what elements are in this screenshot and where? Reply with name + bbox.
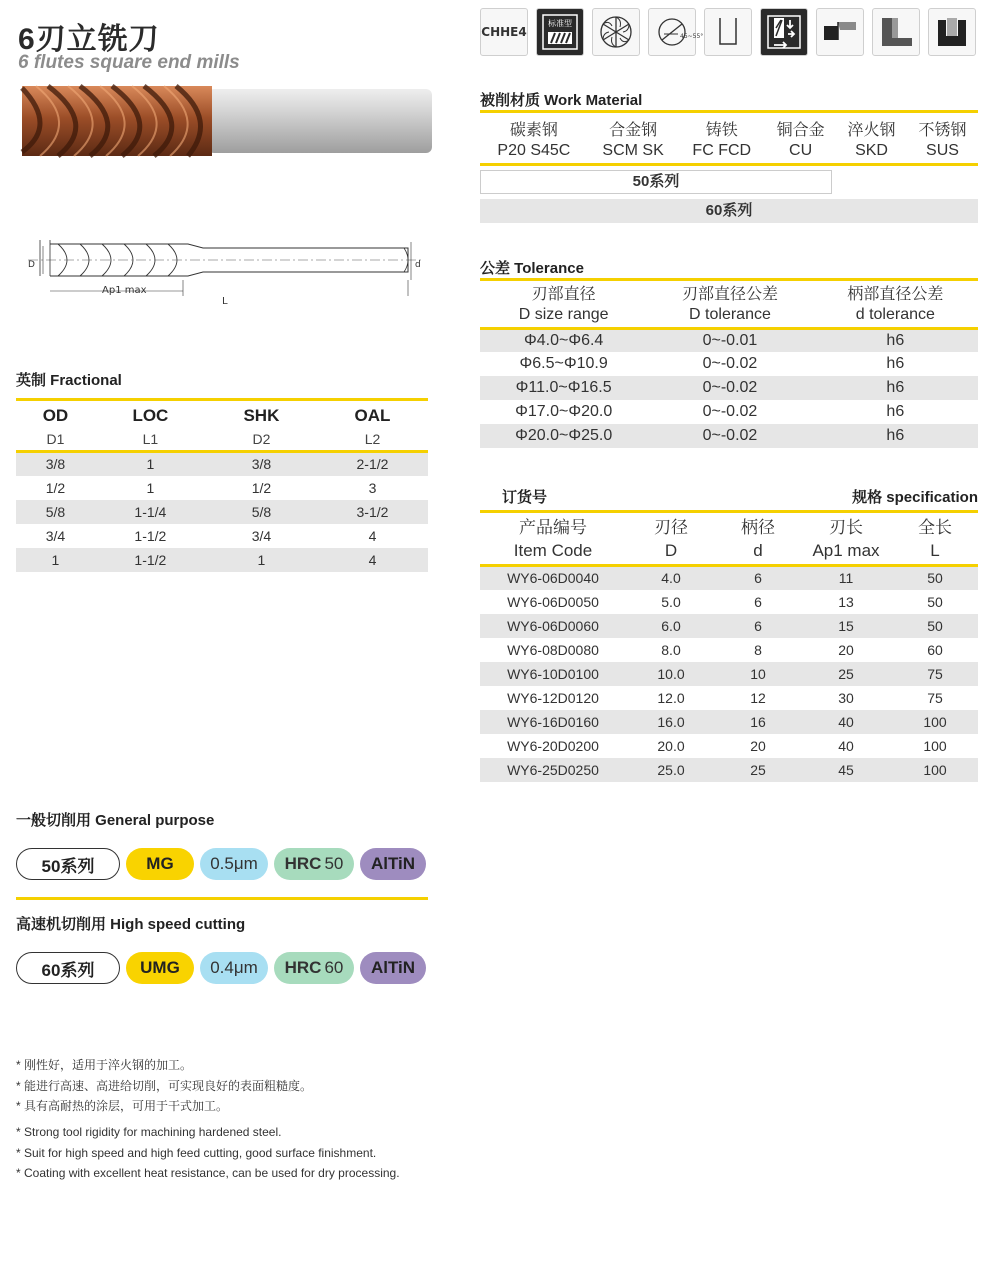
cell: 25 <box>838 665 854 682</box>
series-60-bar: 60系列 <box>480 199 978 223</box>
slotting-icon <box>928 8 976 56</box>
cell: 8.0 <box>661 641 681 658</box>
drawing-label-d: d <box>415 260 421 270</box>
cell: WY6-12D0120 <box>507 689 599 706</box>
tol-header-cn: 刃部直径公差 <box>681 286 778 303</box>
helix-angle-label: 45~55° <box>680 33 704 40</box>
cell: 1-1/4 <box>134 503 167 520</box>
note-line: * 能进行高速、高进给切削，可实现良好的表面粗糙度。 <box>16 1078 313 1093</box>
plunge-direction-icon <box>760 8 808 56</box>
hardness-badge <box>274 848 354 880</box>
high-speed-badges <box>16 952 426 984</box>
subheader-d2: D2 <box>252 430 271 447</box>
cell: 20 <box>750 737 766 754</box>
cell: Φ17.0~Φ20.0 <box>515 403 613 420</box>
material-en: SCM SK <box>602 142 664 160</box>
cell: h6 <box>886 379 905 396</box>
cell: 15 <box>838 617 854 634</box>
grade-badge: UMG <box>126 952 194 984</box>
end-mill-drawing <box>28 236 438 308</box>
hrc-value: 50 <box>324 854 344 873</box>
cell: 3-1/2 <box>356 503 389 520</box>
hardness-badge <box>274 952 354 984</box>
cell: WY6-20D0200 <box>507 737 599 754</box>
table-row <box>480 662 978 686</box>
cell: Φ20.0~Φ25.0 <box>515 427 613 444</box>
cell: 6 <box>754 617 762 634</box>
cell: WY6-06D0060 <box>507 617 599 634</box>
cell: 6.0 <box>661 617 681 634</box>
helix-angle-icon <box>648 8 704 56</box>
cell: 2-1/2 <box>356 456 389 473</box>
subheader-l2: L2 <box>364 430 381 447</box>
cell: 3 <box>368 479 377 496</box>
material-en: FC FCD <box>692 142 752 160</box>
cell: 1/2 <box>45 479 66 496</box>
cell: Φ4.0~Φ6.4 <box>523 331 604 349</box>
cell: WY6-25D0250 <box>507 761 599 778</box>
cell: 50 <box>927 570 943 587</box>
cell: h6 <box>886 403 905 420</box>
cell: 50 <box>927 617 943 634</box>
cell: 100 <box>923 713 947 730</box>
order-header-en: d <box>753 541 763 561</box>
cell: WY6-10D0100 <box>507 665 599 682</box>
cell: WY6-06D0040 <box>507 570 599 587</box>
grain-size-badge: 0.4μm <box>200 952 268 984</box>
cell: 100 <box>923 737 947 754</box>
cell: 50 <box>927 593 943 610</box>
cell: 3/8 <box>251 456 272 473</box>
cell: 1/2 <box>251 479 272 496</box>
table-row <box>480 638 978 662</box>
drawing-label-D: D <box>28 260 35 270</box>
cell: WY6-06D0050 <box>507 593 599 610</box>
cell: h6 <box>886 427 905 444</box>
order-header-cn: 产品编号 <box>519 518 587 538</box>
chhe4-icon <box>480 8 528 56</box>
cell: h6 <box>886 355 905 372</box>
order-header-en: D <box>664 541 678 561</box>
cell: 10.0 <box>657 665 685 682</box>
hrc-label: HRC <box>284 854 322 873</box>
fractional-table <box>16 398 428 572</box>
cell: 0~-0.02 <box>702 403 758 420</box>
cell: 4 <box>368 551 377 568</box>
series-50-badge: 50系列 <box>16 848 120 880</box>
square-end-icon <box>704 8 752 56</box>
cell: 12 <box>750 689 766 706</box>
table-row <box>480 400 978 424</box>
table-row <box>480 710 978 734</box>
cell: 0~-0.01 <box>702 331 758 349</box>
cell: 5.0 <box>661 593 681 610</box>
cell: 20 <box>838 641 854 658</box>
cell: 75 <box>927 665 943 682</box>
cell: 1 <box>146 479 155 496</box>
note-line: * Strong tool rigidity for machining hardened steel. <box>16 1125 282 1139</box>
cell: 30 <box>838 689 854 706</box>
cell: 75 <box>927 689 943 706</box>
tolerance-title: 公差 Tolerance <box>480 260 584 277</box>
header-od: OD <box>42 406 69 426</box>
cell: 12.0 <box>657 689 685 706</box>
table-row <box>16 548 428 572</box>
order-header-cn: 刃长 <box>829 518 863 538</box>
table-row <box>480 590 978 614</box>
order-header-cn: 柄径 <box>741 518 775 538</box>
cell: 11 <box>838 570 854 587</box>
tol-header-en: D size range <box>518 306 609 324</box>
header-shk: SHK <box>243 406 280 426</box>
material-en: SUS <box>926 142 959 160</box>
material-cn: 不锈钢 <box>918 122 967 139</box>
general-purpose-title: 一般切削用 General purpose <box>16 812 215 829</box>
chhe4-label: CHHE4 <box>481 25 527 39</box>
cell: 5/8 <box>251 503 272 520</box>
cell: 4 <box>368 527 377 544</box>
material-cn: 淬火钢 <box>847 122 896 139</box>
table-row <box>480 734 978 758</box>
material-en: CU <box>789 142 813 160</box>
cell: 20.0 <box>657 737 685 754</box>
cell: WY6-16D0160 <box>507 713 599 730</box>
cell: 8 <box>754 641 762 658</box>
cell: 1 <box>51 551 60 568</box>
cell: 5/8 <box>45 503 66 520</box>
cell: 1 <box>146 456 155 473</box>
cell: Φ6.5~Φ10.9 <box>519 355 608 372</box>
order-table <box>480 510 978 782</box>
coating-badge: AlTiN <box>360 952 426 984</box>
table-row <box>480 352 978 376</box>
six-flute-cross-section-icon <box>592 8 640 56</box>
cell: 16 <box>750 713 766 730</box>
cell: 45 <box>838 761 854 778</box>
work-material-title: 被削材质 Work Material <box>480 92 643 109</box>
table-row <box>16 524 428 548</box>
subheader-d1: D1 <box>46 430 65 447</box>
series-50-bar: 50系列 <box>480 170 832 194</box>
tol-header-cn: 柄部直径公差 <box>847 286 944 303</box>
cell: 16.0 <box>657 713 685 730</box>
table-row <box>480 376 978 400</box>
cell: 25.0 <box>657 761 685 778</box>
page-subtitle: 6 flutes square end mills <box>18 52 240 73</box>
feature-icon-strip <box>480 8 976 56</box>
cell: 3/4 <box>251 527 272 544</box>
cell: 60 <box>927 641 943 658</box>
section-divider <box>16 897 428 900</box>
order-header-en: Ap1 max <box>812 541 880 561</box>
table-row <box>480 614 978 638</box>
cell: 4.0 <box>661 570 681 587</box>
cell: 25 <box>750 761 766 778</box>
cell: 0~-0.02 <box>702 355 758 372</box>
drawing-label-ap: Ap1 max <box>102 285 147 296</box>
note-line: * 刚性好，适用于淬火钢的加工。 <box>16 1058 193 1072</box>
table-row <box>16 500 428 524</box>
material-en: P20 S45C <box>497 142 571 160</box>
end-mill-photo <box>18 86 436 158</box>
high-speed-title: 高速机切削用 High speed cutting <box>16 916 246 933</box>
tol-header-en: D tolerance <box>689 306 771 324</box>
coating-badge: AlTiN <box>360 848 426 880</box>
material-en: SKD <box>855 142 888 160</box>
standard-type-label: 标准型 <box>548 19 572 28</box>
table-row <box>480 566 978 590</box>
subheader-l1: L1 <box>142 430 159 447</box>
specification-title: 规格 specification <box>852 489 978 506</box>
material-cn: 铜合金 <box>776 122 825 139</box>
table-row <box>480 758 978 782</box>
cell: 10 <box>750 665 766 682</box>
series-60-badge: 60系列 <box>16 952 120 984</box>
cell: 100 <box>923 761 947 778</box>
note-line: * 具有高耐热的涂层，可用于干式加工。 <box>16 1099 229 1113</box>
drawing-label-L: L <box>222 296 228 307</box>
header-oal: OAL <box>354 406 391 426</box>
cell: 1-1/2 <box>134 551 167 568</box>
note-line: * Coating with excellent heat resistance, can be used for dry processing. <box>16 1166 400 1180</box>
material-cn: 铸铁 <box>705 122 738 139</box>
side-milling-icon <box>816 8 864 56</box>
material-cn: 合金钢 <box>609 122 658 139</box>
cell: 40 <box>838 737 854 754</box>
order-title: 订货号 <box>502 489 548 506</box>
table-row <box>480 328 978 352</box>
table-row <box>480 686 978 710</box>
order-header-en: Item Code <box>513 541 593 561</box>
cell: Φ11.0~Φ16.5 <box>515 379 612 396</box>
cell: h6 <box>886 331 905 349</box>
note-line: * Suit for high speed and high feed cutting, good surface finishment. <box>16 1145 377 1160</box>
tol-header-en: d tolerance <box>855 306 935 324</box>
shoulder-milling-icon <box>872 8 920 56</box>
notes-en <box>16 1122 400 1184</box>
header-loc: LOC <box>132 406 169 426</box>
cell: 6 <box>754 570 762 587</box>
cell: 1-1/2 <box>134 527 167 544</box>
table-row <box>16 476 428 500</box>
order-header-cn: 全长 <box>918 518 952 538</box>
cell: 40 <box>838 713 854 730</box>
cell: 13 <box>838 593 854 610</box>
fractional-title: 英制 Fractional <box>16 372 122 389</box>
cell: 0~-0.02 <box>702 379 758 396</box>
grade-badge: MG <box>126 848 194 880</box>
work-material-table <box>480 110 978 166</box>
order-header-cn: 刃径 <box>654 518 688 538</box>
cell: WY6-08D0080 <box>507 641 599 658</box>
table-row <box>16 452 428 476</box>
hrc-value: 60 <box>324 958 344 977</box>
cell: 1 <box>257 551 266 568</box>
cell: 0~-0.02 <box>702 427 758 444</box>
general-purpose-badges <box>16 848 426 880</box>
tol-header-cn: 刃部直径 <box>531 286 596 303</box>
cell: 6 <box>754 593 762 610</box>
cell: 3/8 <box>45 456 66 473</box>
hrc-label: HRC <box>284 958 322 977</box>
cell: 3/4 <box>45 527 66 544</box>
notes-cn <box>16 1055 312 1117</box>
order-header-en: L <box>930 541 940 561</box>
tolerance-table <box>480 278 978 448</box>
page-title: 6刃立铣刀 <box>18 23 160 56</box>
table-row <box>480 424 978 448</box>
material-cn: 碳素钢 <box>509 122 558 139</box>
standard-type-icon <box>536 8 584 56</box>
grain-size-badge: 0.5μm <box>200 848 268 880</box>
